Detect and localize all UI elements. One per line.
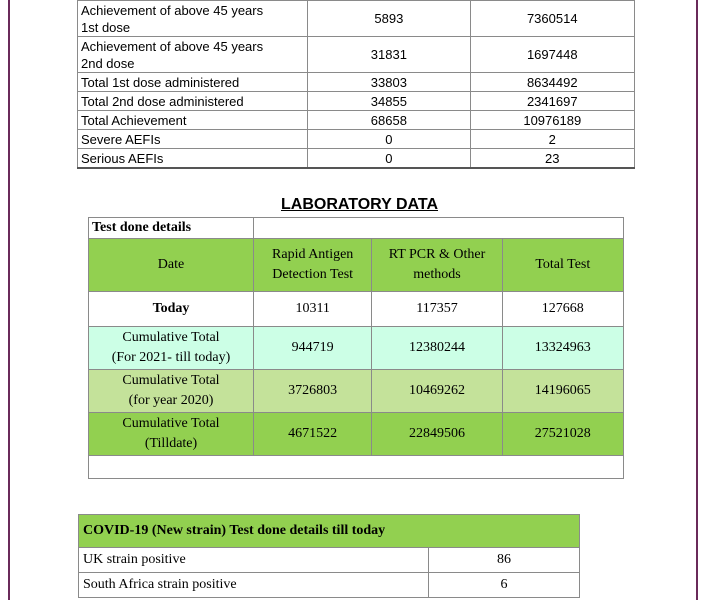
- cell-value: 10976189: [470, 111, 634, 130]
- cell-value: 27521028: [502, 413, 623, 456]
- cell-value: 34855: [308, 92, 470, 111]
- row-label: Serious AEFIs: [78, 149, 308, 169]
- row-label-sub: 2nd dose: [81, 55, 135, 71]
- header-date: Date: [89, 239, 254, 292]
- table-row: [78, 111, 635, 130]
- table-row-empty: [89, 456, 624, 479]
- table-caption: Test done details: [89, 218, 254, 239]
- header-rtpcr: RT PCR & Other: [388, 247, 486, 262]
- row-label: Cumulative Total: [122, 330, 220, 345]
- cell-value: 6: [429, 573, 580, 598]
- table-caption-row: [89, 218, 624, 239]
- cell-value: 4671522: [254, 413, 372, 456]
- table-header-row: [89, 239, 624, 292]
- cell-value: 68658: [308, 111, 470, 130]
- cell-value: 117357: [372, 292, 502, 327]
- covid-strain-title: COVID-19 (New strain) Test done details till today: [79, 515, 580, 548]
- header-rtpcr-sub: methods: [413, 267, 461, 282]
- cell-value: 2341697: [470, 92, 634, 111]
- row-label: Achievement of above 45 years: [81, 38, 264, 54]
- cell-value: 944719: [254, 327, 372, 370]
- cell-value: 0: [308, 149, 470, 169]
- cell-value: 8634492: [470, 73, 634, 92]
- cell-value: 3726803: [254, 370, 372, 413]
- cell-value: 127668: [502, 292, 623, 327]
- table-row: [78, 1, 635, 37]
- table-row: [78, 92, 635, 111]
- table-row: [79, 573, 580, 598]
- row-label-sub: (Tilldate): [144, 436, 198, 451]
- table-row: [78, 73, 635, 92]
- laboratory-title: LABORATORY DATA: [280, 196, 439, 213]
- header-total: Total Test: [502, 239, 623, 292]
- table-row: [89, 327, 624, 370]
- row-label: Total 1st dose administered: [78, 73, 308, 92]
- cell-value: 2: [470, 130, 634, 149]
- cell-value: 31831: [308, 37, 470, 73]
- vaccination-table: [77, 0, 635, 169]
- table-row: [89, 413, 624, 456]
- cell-value: 86: [429, 548, 580, 573]
- table-row: [89, 370, 624, 413]
- cell-value: 10311: [254, 292, 372, 327]
- cell-value: 22849506: [372, 413, 502, 456]
- row-label-sub: (for year 2020): [128, 393, 214, 408]
- row-label: Cumulative Total: [122, 416, 220, 431]
- row-label: Today: [89, 292, 254, 327]
- cell-value: 10469262: [372, 370, 502, 413]
- row-label: South Africa strain positive: [79, 573, 429, 598]
- header-rapid-sub: Detection Test: [272, 267, 354, 282]
- table-header-row: [79, 515, 580, 548]
- row-label-sub: (For 2021- till today): [111, 350, 231, 365]
- cell-value: 7360514: [470, 1, 634, 37]
- row-label: Total Achievement: [78, 111, 308, 130]
- cell-value: 13324963: [502, 327, 623, 370]
- table-row: [78, 37, 635, 73]
- covid-strain-table: [78, 514, 580, 598]
- table-row: [79, 548, 580, 573]
- row-label: UK strain positive: [79, 548, 429, 573]
- cell-value: 0: [308, 130, 470, 149]
- cell-value: 23: [470, 149, 634, 169]
- table-row: [89, 292, 624, 327]
- cell-value: 12380244: [372, 327, 502, 370]
- header-rapid: Rapid Antigen: [272, 247, 354, 262]
- laboratory-table: [88, 217, 624, 479]
- row-label: Achievement of above 45 years: [81, 2, 264, 18]
- cell-value: 5893: [308, 1, 470, 37]
- cell-value: 33803: [308, 73, 470, 92]
- row-label-sub: 1st dose: [81, 19, 131, 35]
- row-label: Cumulative Total: [122, 373, 220, 388]
- cell-value: 1697448: [470, 37, 634, 73]
- row-label: Total 2nd dose administered: [78, 92, 308, 111]
- table-row: [78, 130, 635, 149]
- table-row: [78, 149, 635, 169]
- cell-value: 14196065: [502, 370, 623, 413]
- row-label: Severe AEFIs: [78, 130, 308, 149]
